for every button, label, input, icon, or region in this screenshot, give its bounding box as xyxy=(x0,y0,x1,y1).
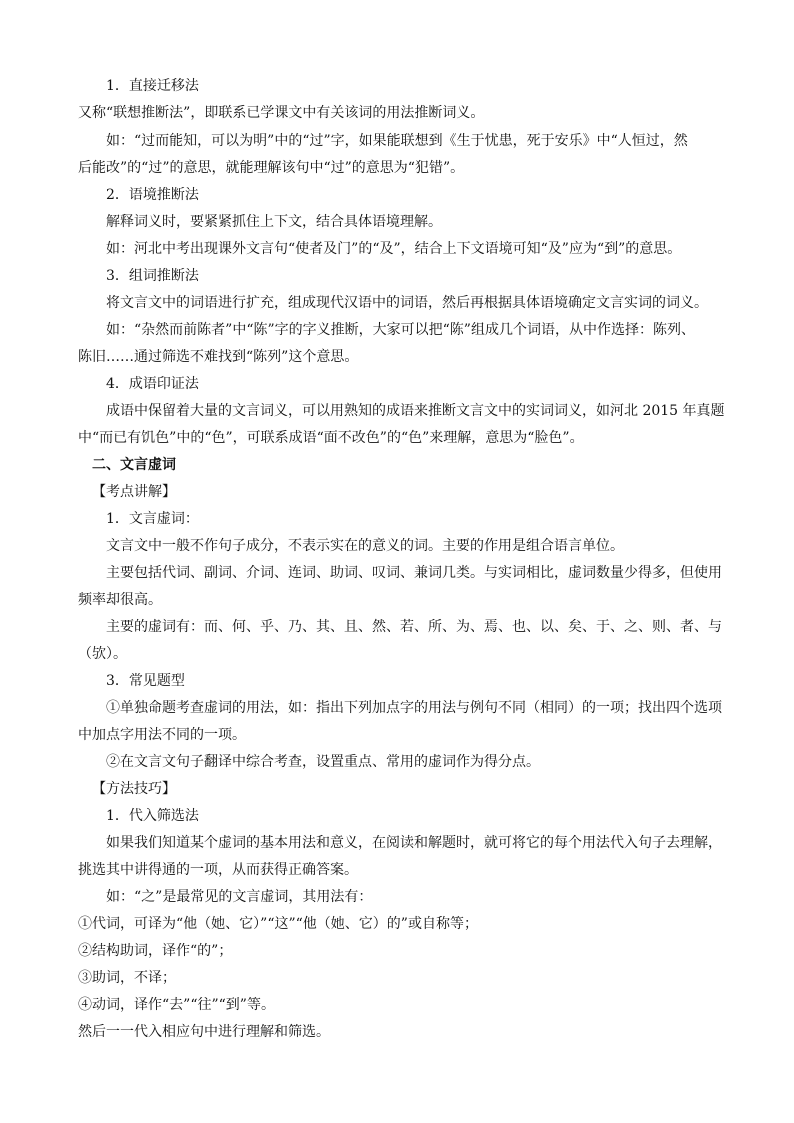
method-3-example-line-1: 如：“杂然而前陈者”中“陈”字的字义推断，大家可以把“陈”组成几个词语，从中作选择：陈列、 xyxy=(106,322,695,338)
question-type-1-line-1: ①单独命题考查虚词的用法，如：指出下列加点字的用法与例句不同（相同）的一项；找出四个选项 xyxy=(106,700,722,716)
zhi-usage-3: ③助词，不译； xyxy=(78,970,176,986)
method-1-example-line-2: 后能改”的“过”的意思，就能理解该句中“过”的意思为“犯错”。 xyxy=(78,160,465,176)
method-1-example-line-1: 如：“过而能知，可以为明”中的“过”字，如果能联想到《生于忧患，死于安乐》中“人恒过，然 xyxy=(106,133,688,149)
method-4-description-line-2: 中“而已有饥色”中的“色”，可联系成语“面不改色”的“色”来理解，意思为“脸色”。 xyxy=(78,430,584,446)
method-2-description: 解释词义时，要紧紧抓住上下文，结合具体语境理解。 xyxy=(106,214,442,230)
method-3-description: 将文言文中的词语进行扩充，组成现代汉语中的词语，然后再根据具体语境确定文言实词的词义。 xyxy=(106,295,708,311)
question-type-2: ②在文言文句子翻译中综合考查，设置重点、常用的虚词作为得分点。 xyxy=(106,754,540,770)
closing-instruction: 然后一一代入相应句中进行理解和筛选。 xyxy=(78,1024,330,1040)
method-3-heading: 3．组词推断法 xyxy=(106,268,199,284)
function-word-types-line-1: 主要包括代词、副词、介词、连词、助词、叹词、兼词几类。与实词相比，虚词数量少得多，但使用 xyxy=(106,565,722,581)
main-function-words-line-1: 主要的虚词有：而、何、乎、乃、其、且、然、若、所、为、焉、也、以、矣、于、之、则、者、与 xyxy=(106,619,722,635)
method-4-description-line-1: 成语中保留着大量的文言词义，可以用熟知的成语来推断文言文中的实词词义，如河北 2015 年真题 xyxy=(106,403,725,419)
method-2-heading: 2．语境推断法 xyxy=(106,187,199,203)
method-tips-label: 【方法技巧】 xyxy=(92,781,176,797)
substitution-method-desc-line-1: 如果我们知道某个虚词的基本用法和意义，在阅读和解题时，就可将它的每个用法代入句子去理解， xyxy=(106,835,722,851)
zhi-usage-2: ②结构助词，译作“的”； xyxy=(78,943,233,959)
question-types-heading: 3．常见题型 xyxy=(106,673,185,689)
zhi-usage-4: ④动词，译作“去”“往”“到”等。 xyxy=(78,997,275,1013)
function-word-definition: 文言文中一般不作句子成分，不表示实在的意义的词。主要的作用是组合语言单位。 xyxy=(106,538,624,554)
method-1-heading: 1．直接迁移法 xyxy=(106,78,199,94)
kaodian-label: 【考点讲解】 xyxy=(92,484,176,500)
method-3-example-line-2: 陈旧……通过筛选不难找到“陈列”这个意思。 xyxy=(78,349,359,365)
method-1-description: 又称“联想推断法”，即联系已学课文中有关该词的用法推断词义。 xyxy=(78,105,485,121)
part-2-title: 二、文言虚词 xyxy=(92,457,176,473)
main-function-words-line-2: （欤）。 xyxy=(78,646,127,662)
method-2-example: 如：河北中考出现课外文言句“使者及门”的“及”，结合上下文语境可知“及”应为“到”的意思。 xyxy=(106,241,682,257)
substitution-method-heading: 1．代入筛选法 xyxy=(106,808,199,824)
function-word-types-line-2: 频率却很高。 xyxy=(78,592,162,608)
method-4-heading: 4．成语印证法 xyxy=(106,376,199,392)
zhi-usage-intro: 如：“之”是最常见的文言虚词，其用法有： xyxy=(106,889,373,905)
question-type-1-line-2: 中加点字用法不同的一项。 xyxy=(78,727,246,743)
function-word-heading: 1．文言虚词： xyxy=(106,511,199,527)
zhi-usage-1: ①代词，可译为“他（她、它）”“这”“他（她、它）的”或自称等； xyxy=(78,916,478,932)
substitution-method-desc-line-2: 挑选其中讲得通的一项，从而获得正确答案。 xyxy=(78,862,358,878)
